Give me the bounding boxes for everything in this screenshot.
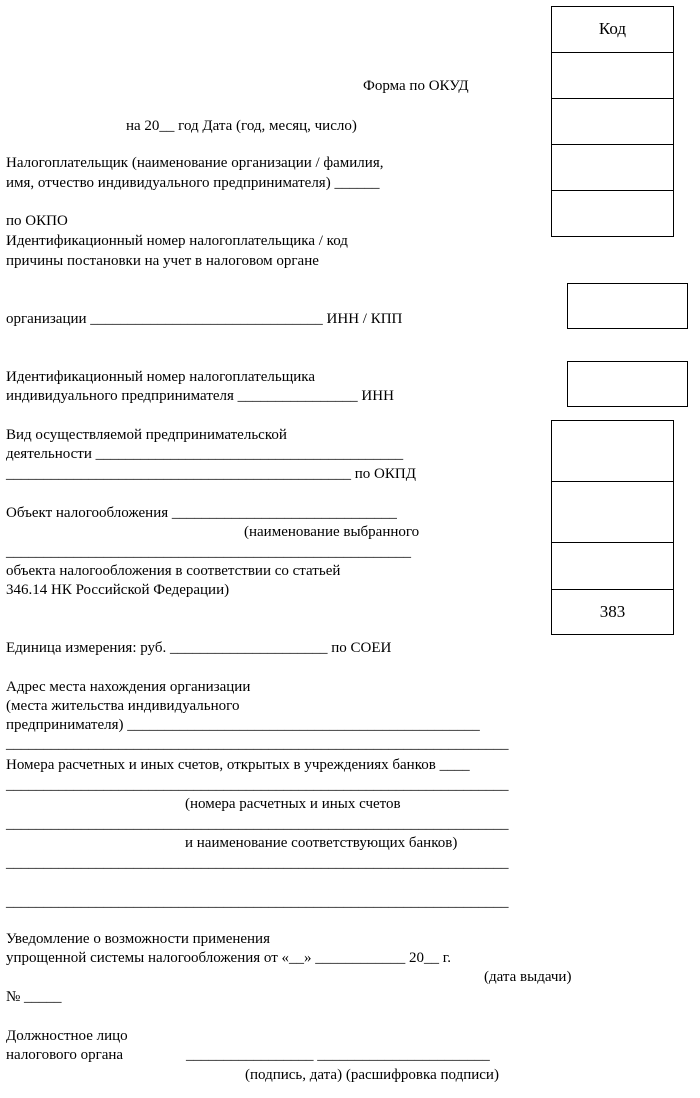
ip-inn-line-2: индивидуального предпринимателя ________________ ИНН (6, 388, 394, 404)
address-line-1: Адрес места нахождения организации (6, 679, 251, 695)
activity-line-3: ______________________________________________ по ОКПД (6, 466, 416, 482)
accounts-line-6: ___________________________________________________________________ (6, 855, 509, 871)
okpo-code-cell-2[interactable] (551, 190, 674, 237)
code-header-label: Код (598, 19, 627, 39)
signature-caption: (подпись, дата) (расшифровка подписи) (245, 1067, 499, 1083)
taxpayer-line-1: Налогоплательщик (наименование организации / фамилия, (6, 155, 384, 171)
inn-line-2: причины постановки на учет в налоговом органе (6, 253, 319, 269)
inn-line-1: Идентификационный номер налогоплательщика / код (6, 233, 348, 249)
accounts-line-1: Номера расчетных и иных счетов, открытых в учреждениях банков ____ (6, 757, 470, 773)
taxation-object-code-cell[interactable] (551, 542, 674, 590)
okud-label: Форма по ОКУД (363, 78, 469, 94)
year-date-line: на 20__ год Дата (год, месяц, число) (126, 118, 357, 134)
address-line-2: (места жительства индивидуального (6, 698, 240, 714)
taxpayer-line-2: имя, отчество индивидуального предпринимателя) ______ (6, 175, 380, 191)
official-line-1: Должностное лицо (6, 1028, 128, 1044)
address-line-4: ___________________________________________________________________ (6, 736, 509, 752)
activity-line-1: Вид осуществляемой предпринимательской (6, 427, 287, 443)
taxation-object-line-3: ______________________________________________________ (6, 544, 411, 560)
org-inn-kpp-line: организации _______________________________ ИНН / КПП (6, 311, 403, 327)
okpo-code-cell-1[interactable] (551, 144, 674, 191)
notification-line-2: упрощенной системы налогообложения от «__» ____________ 20__ г. (6, 950, 451, 966)
okud-code-cell[interactable] (551, 52, 674, 99)
taxation-object-line-5: 346.14 НК Российской Федерации) (6, 582, 230, 598)
accounts-line-7: ___________________________________________________________________ (6, 894, 509, 910)
okpo-label: по ОКПО (6, 213, 68, 229)
okei-code-value: 383 (599, 601, 626, 621)
official-line-2: налогового органа (6, 1047, 124, 1063)
issue-date-caption: (дата выдачи) (484, 969, 572, 985)
signature-lines: _________________ _______________________ (186, 1047, 490, 1063)
okei-code-cell (551, 589, 674, 635)
activity-line-2: деятельности _________________________________________ (6, 446, 404, 462)
taxation-object-line-4: объекта налогообложения в соответствии со статьей (6, 563, 341, 579)
accounts-line-4: ___________________________________________________________________ (6, 816, 509, 832)
okpd-code-cell-1[interactable] (551, 420, 674, 482)
taxation-object-line-2: (наименование выбранного (244, 524, 420, 540)
accounts-line-3: (номера расчетных и иных счетов (185, 796, 401, 812)
accounts-line-5: и наименование соответствующих банков) (185, 835, 458, 851)
date-code-cell[interactable] (551, 98, 674, 145)
accounts-line-2: ___________________________________________________________________ (6, 777, 509, 793)
taxation-object-line-1: Объект налогообложения ______________________________ (6, 505, 397, 521)
unit-line: Единица измерения: руб. _____________________ по СОЕИ (6, 640, 392, 656)
ip-inn-code-cell[interactable] (567, 361, 688, 407)
notification-number: № _____ (6, 989, 62, 1005)
ip-inn-line-1: Идентификационный номер налогоплательщика (6, 369, 316, 385)
inn-kpp-code-cell[interactable] (567, 283, 688, 329)
address-line-3: предпринимателя) _______________________________________________ (6, 717, 480, 733)
code-header-cell (551, 6, 674, 53)
okpd-code-cell-2[interactable] (551, 481, 674, 543)
notification-line-1: Уведомление о возможности применения (6, 931, 270, 947)
